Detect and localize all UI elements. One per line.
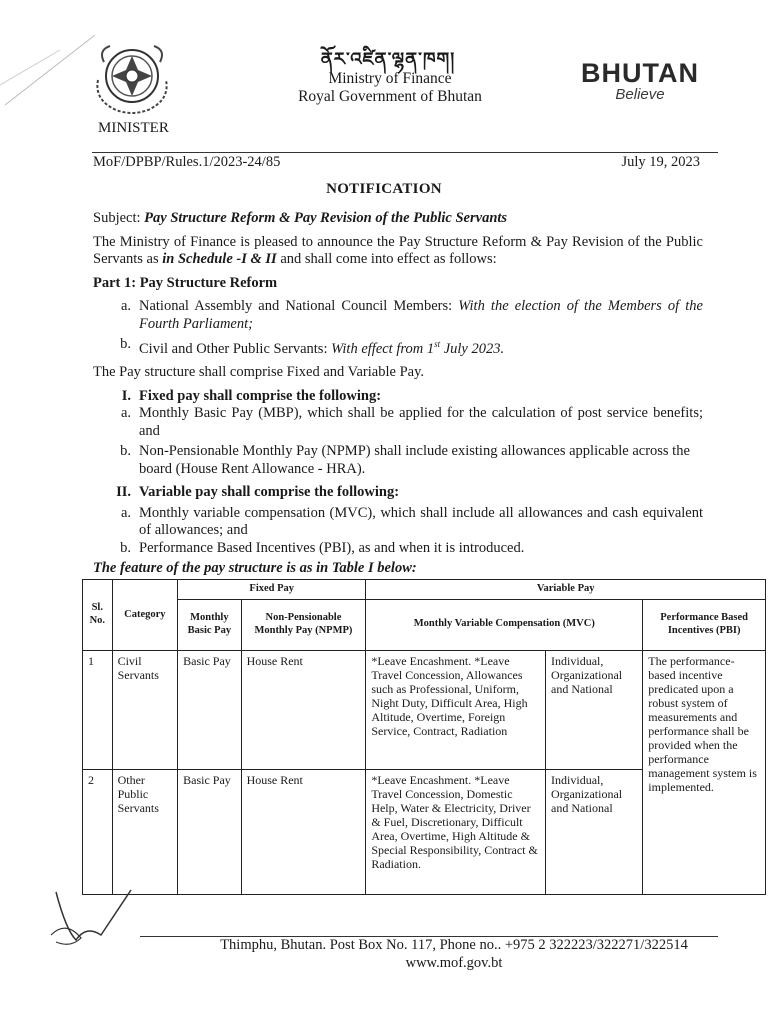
subject-label: Subject: (93, 210, 145, 226)
cell-pbi: The performance-based incentive predicated upon a robust system of measurements and performance shall be provided when the performance management system is implemented. (643, 650, 766, 894)
header-pbi: Performance Based Incentives (PBI) (643, 599, 766, 650)
cell-npmp: House Rent (241, 769, 366, 894)
header-mvc: Monthly Variable Compensation (MVC) (366, 599, 643, 650)
reference-number: MoF/DPBP/Rules.1/2023-24/85 (93, 154, 281, 170)
table-subheader-row (83, 599, 766, 650)
header-fixed-pay: Fixed Pay (178, 580, 366, 600)
cell-mbp: Basic Pay (178, 650, 241, 769)
list-marker: b. (120, 336, 131, 352)
cell-level: Individual, Organizational and National (546, 769, 643, 894)
cell-sl: 2 (83, 769, 113, 894)
table-header-row (83, 580, 766, 600)
item-text: National Assembly and National Council Members: (139, 298, 459, 314)
cell-category: Other Public Servants (112, 769, 178, 894)
list-item (93, 298, 703, 333)
cell-category: Civil Servants (112, 650, 178, 769)
list-text: Monthly Basic Pay (MBP), which shall be applied for the calculation of post service benefits; and (139, 405, 703, 439)
list-marker: b. (120, 539, 131, 556)
cell-mbp: Basic Pay (178, 769, 241, 894)
list-marker: b. (120, 443, 131, 460)
pay-structure-table (82, 579, 766, 895)
section-heading: Variable pay shall comprise the following: (139, 484, 400, 501)
roman-marker: II. (116, 484, 131, 501)
subject-line (93, 210, 703, 228)
royal-emblem-icon (86, 40, 178, 120)
footer-address: Thimphu, Bhutan. Post Box No. 117, Phone no.. +975 2 322223/322271/322514 (220, 937, 688, 953)
item-superscript: st (434, 339, 441, 349)
corner-mark (0, 30, 100, 110)
footer-website: www.mof.gov.bt (405, 955, 503, 971)
brand-logo (560, 58, 720, 103)
list-marker: a. (120, 298, 131, 314)
item-emphasis-end: July 2023. (440, 340, 505, 357)
cell-mvc: *Leave Encashment. *Leave Travel Concession, Allowances such as Professional, Uniform, Night Duty, Difficult Area, High Altitude, Overtime, Foreign Service, Contract, Radiation (366, 650, 546, 769)
ministry-block (260, 70, 520, 106)
item-emphasis: With effect from 1 (331, 340, 435, 357)
list-marker: a. (120, 405, 131, 422)
fixed-heading (93, 388, 703, 406)
section-heading: Fixed pay shall comprise the following: (139, 387, 382, 404)
header-mbp: Monthly Basic Pay (178, 599, 241, 650)
list-text: Monthly variable compensation (MVC), which shall include all allowances and cash equivalent of allowances; and (139, 504, 703, 539)
list-item (93, 505, 703, 540)
brand-tagline: Believe (615, 86, 665, 103)
government-name: Royal Government of Bhutan (298, 88, 482, 105)
table-row (83, 650, 766, 769)
minister-label: MINISTER (98, 120, 169, 136)
ministry-name: Ministry of Finance (328, 70, 452, 87)
list-text (139, 336, 703, 358)
cell-level: Individual, Organizational and National (546, 650, 643, 769)
header-divider (92, 152, 718, 153)
cell-mvc: *Leave Encashment. *Leave Travel Concession, Domestic Help, Water & Electricity, Driver & Fuel, Discretionary, Difficult Area, Overtime, High Altitude & Special Responsibility, Contract & Radiation. (366, 769, 546, 894)
variable-heading (93, 484, 703, 502)
brand-name: BHUTAN (581, 58, 699, 88)
letter-body (93, 210, 703, 578)
subject-text: Pay Structure Reform & Pay Revision of the Public Servants (144, 210, 508, 226)
dzongkha-heading: ནོར་འཛིན་ལྷན་ཁག། (320, 49, 456, 69)
intro-paragraph (93, 234, 703, 269)
list-item (93, 336, 703, 358)
item-emphasis: With the election of the Members of the Fourth Parliament; (139, 298, 703, 332)
header-category: Category (112, 580, 178, 651)
roman-marker: I. (121, 387, 131, 404)
list-text (139, 298, 703, 333)
list-item (93, 540, 703, 558)
item-text: Civil and Other Public Servants: (139, 340, 332, 357)
pay-structure-line: The Pay structure shall comprise Fixed and Variable Pay. (93, 364, 425, 381)
list-marker: a. (120, 504, 131, 521)
cell-sl: 1 (83, 650, 113, 769)
part1-heading: Part 1: Pay Structure Reform (93, 274, 278, 291)
list-item (93, 443, 703, 478)
intro-text: The Ministry of Finance is pleased to announce the Pay Structure Reform & Pay Revision of the Public Servants as (93, 233, 703, 267)
notification-title: NOTIFICATION (326, 181, 442, 197)
intro-text-end: and shall come into effect as follows: (276, 251, 497, 267)
header-npmp: Non-Pensionable Monthly Pay (NPMP) (241, 599, 366, 650)
list-text: Non-Pensionable Monthly Pay (NPMP) shall include existing allowances applicable across the board (House Rent Allowance - HRA). (139, 443, 690, 477)
header-variable-pay: Variable Pay (366, 580, 766, 600)
header-slno: Sl. No. (83, 580, 113, 651)
letter-date: July 19, 2023 (621, 154, 700, 170)
list-text: Performance Based Incentives (PBI), as and when it is introduced. (139, 539, 525, 556)
cell-npmp: House Rent (241, 650, 366, 769)
table-intro: The feature of the pay structure is as in Table I below: (93, 560, 417, 577)
intro-emphasis: in Schedule -I & II (162, 251, 277, 267)
list-item (93, 405, 703, 440)
